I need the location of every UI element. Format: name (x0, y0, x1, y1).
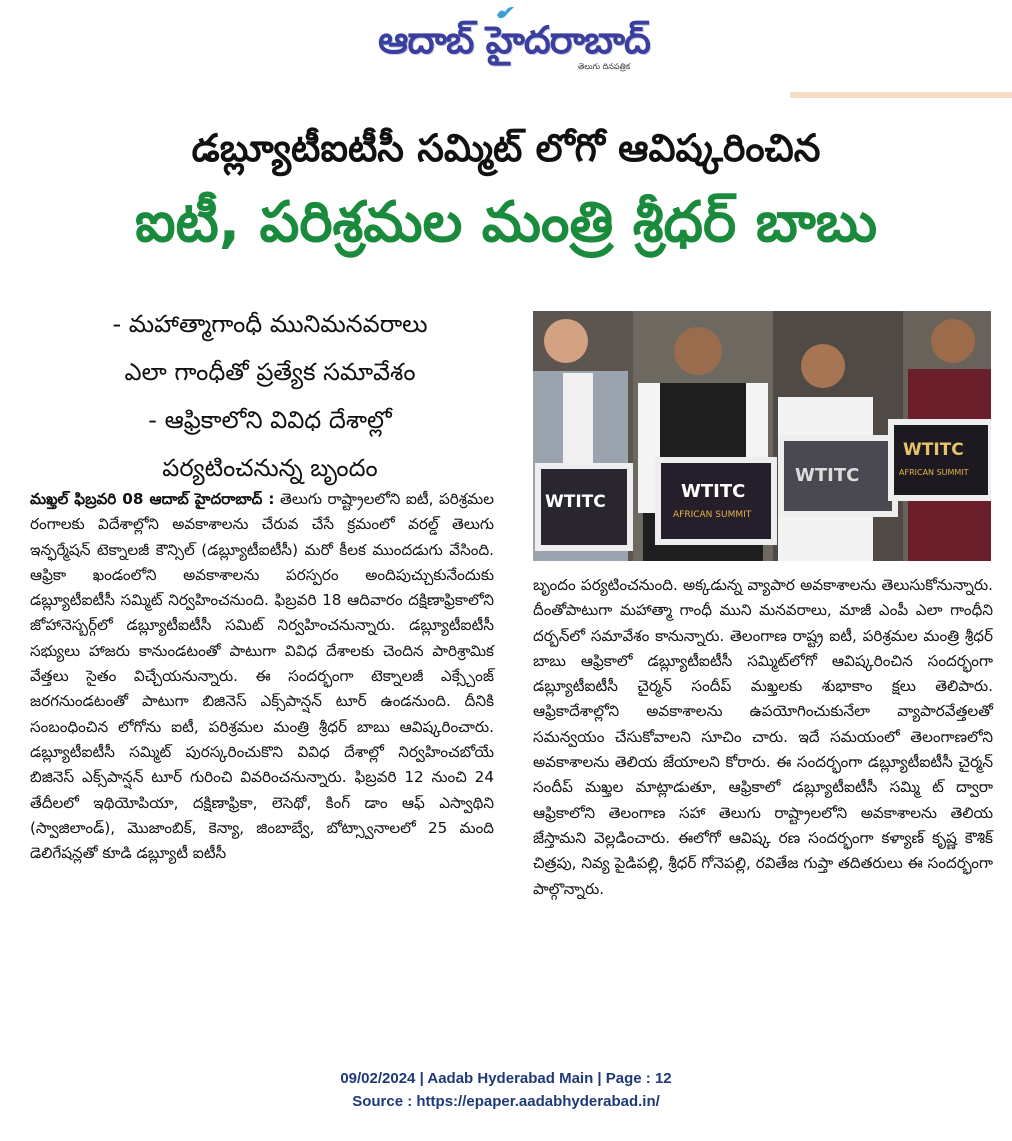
placard-label: WTITC (795, 465, 860, 486)
placard-label: WTITC (903, 440, 964, 460)
article-dateline: మఖ్తల్ ఫిబ్రవరి 08 ఆదాబ్ హైదరాబాద్ : (30, 490, 275, 508)
masthead-subtitle: తెలుగు దినపత్రిక (577, 62, 630, 71)
placard-label: WTITC (681, 481, 746, 502)
footer-date-page: 09/02/2024 | Aadab Hyderabad Main | Page : 12 (340, 1070, 672, 1087)
masthead-title: ఆదాబ్ హైదరాబాద్ (378, 18, 650, 62)
highlight-line: - మహాత్మాగాంధీ మునిమనవరాలు (112, 310, 428, 338)
article-body-text: బృందం పర్యటించనుంది. అక్కడున్న వ్యాపార అవకాశాలను తెలుసుకోనున్నారు. దీంతోపాటుగా మహాత్మా గాంధీ ముని మనవరాలు, మాజీ ఎంపీ ఎలా గాంధీని దర్బన్‌లో సమావేశం కానున్నారు. తెలంగాణ రాష్ట్ర ఐటీ, పరిశ్రమల మంత్రి శ్రీధర్ బాబు ఆఫ్రికాలో డబ్ల్యూటీఐటీసీ సమ్మిట్‌లోగో ఆవిష్కరించిన సందర్భంగా డబ్ల్యూటీఐటీసీ చైర్మన్ సందీప్ మఖ్తలకు శుభాకాం క్షలు తెలిపారు. ఆఫ్రికాదేశాల్లోని అవకాశాలను ఉపయోగించుకునేలా వ్యాపారవేత్తలతో సమన్వయం చేసుకోవాలని సూచిం చారు. ఇదే సమయంలో తెలంగాణలోని అవకాశాలను తెలియ జేయాలని కోరారు. ఈ సందర్భంగా డబ్ల్యూటీఐటీసీ చైర్మన్ సందీప్ మఖ్తల మాట్లాడుతూ, ఆఫ్రికాలో డబ్ల్యూటీఐటీసీ సమ్మి ట్ ద్వారా ఆఫ్రికాలోని తెలంగాణ సహా తెలుగు రాష్ట్రాలలోని అవకాశాలను తెలియ జేస్తామని వెల్లడించారు. ఈలోగో ఆవిష్క రణ సందర్భంగా కళ్యాణ్ కృష్ణ కౌశిక్ చిత్రపు, నివ్య పైడిపల్లి, శ్రీధర్ గోనెపల్లి, రవితేజ గుప్తా తదితరులు ఈ సందర్భంగా పాల్గొన్నారు. (533, 576, 993, 898)
footer-source-link[interactable]: Source : https://epaper.aadabhyderabad.in/ (352, 1093, 660, 1110)
placard-subtitle: AFRICAN SUMMIT (673, 510, 752, 520)
masthead (370, 6, 650, 72)
highlight-line: పర్యటించనున్న బృందం (162, 454, 378, 482)
highlight-line: ఎలా గాంధీతో ప్రత్యేక సమావేశం (124, 358, 416, 386)
placard-label: WTITC (545, 492, 606, 512)
article-headline: ఐటీ, పరిశ్రమల మంత్రి శ్రీధర్ బాబు (134, 190, 878, 255)
article-highlights (30, 300, 510, 492)
highlight-line: - ఆఫ్రికాలోని వివిధ దేశాల్లో (148, 406, 392, 434)
header-rule (790, 92, 1012, 98)
article-body-left (30, 487, 494, 866)
placard-subtitle: AFRICAN SUMMIT (899, 468, 969, 477)
article-body-right (533, 573, 993, 902)
article-body-text: తెలుగు రాష్ట్రాలలోని ఐటీ, పరిశ్రమల రంగాలకు విదేశాల్లోని అవకాశాలను చేరువ చేసే క్రమంలో వరల్డ్ తెలుగు ఇన్ఫర్మేషన్ టెక్నాలజీ కౌన్సిల్ (డబ్ల్యూటీఐటీసీ) మరో కీలక ముందడుగు వేసింది. ఆఫ్రికా ఖండంలోని అవకాశాలను పరస్పరం అందిపుచ్చుకునేందుకు డబ్ల్యూటీఐటీసీ సమ్మిట్ నిర్వహించనుంది. ఫిబ్రవరి 18 ఆదివారం దక్షిణాఫ్రికాలోని జోహానెస్బర్గ్‌లో డబ్ల్యూటీఐటీసీ సమిట్ నిర్వహించనున్నారు. డబ్ల్యూటీఐటీసీ సభ్యులు హాజరు కానుండటంతో పాటుగా వివిధ దేశాలకు చెందిన పారిశ్రామిక వేత్తలు సైతం విచ్చేయనున్నారు. ఈ సందర్భంగా టెక్నాలజీ ఎక్స్చేంజ్ జరగనుండటంతో పాటుగా బిజినెస్ ఎక్స్‌పాన్షన్ టూర్ ఉండనుంది. దీనికి సంబంధించిన లోగోను ఐటీ, పరిశ్రమల మంత్రి శ్రీధర్ బాబు ఆవిష్కరించారు. డబ్ల్యూటీఐటీసీ సమ్మిట్ పురస్కరించుకొని వివిధ దేశాల్లో నిర్వహించబోయే బిజినెస్ ఎక్స్‌పాన్షన్ టూర్ గురించి వివరించనున్నారు. ఫిబ్రవరి 12 నుంచి 24 తేదీలలో ఇథియోపియా, దక్షిణాఫ్రికా, లెసెథో, కింగ్ డాం ఆఫ్ ఎస్వాథిని (స్వాజిలాండ్), మొజాంబిక్, కెన్యా, జింబాబ్వే, బోట్స్వానాలలో 25 మంది డెలిగేషన్లతో కూడి డబ్ల్యూటీ ఐటీసీ (30, 490, 494, 863)
article-kicker: డబ్ల్యూటీఐటీసీ సమ్మిట్ లోగో ఆవిష్కరించిన (191, 126, 821, 170)
news-photo (533, 311, 991, 561)
photo-illustration (533, 311, 991, 561)
